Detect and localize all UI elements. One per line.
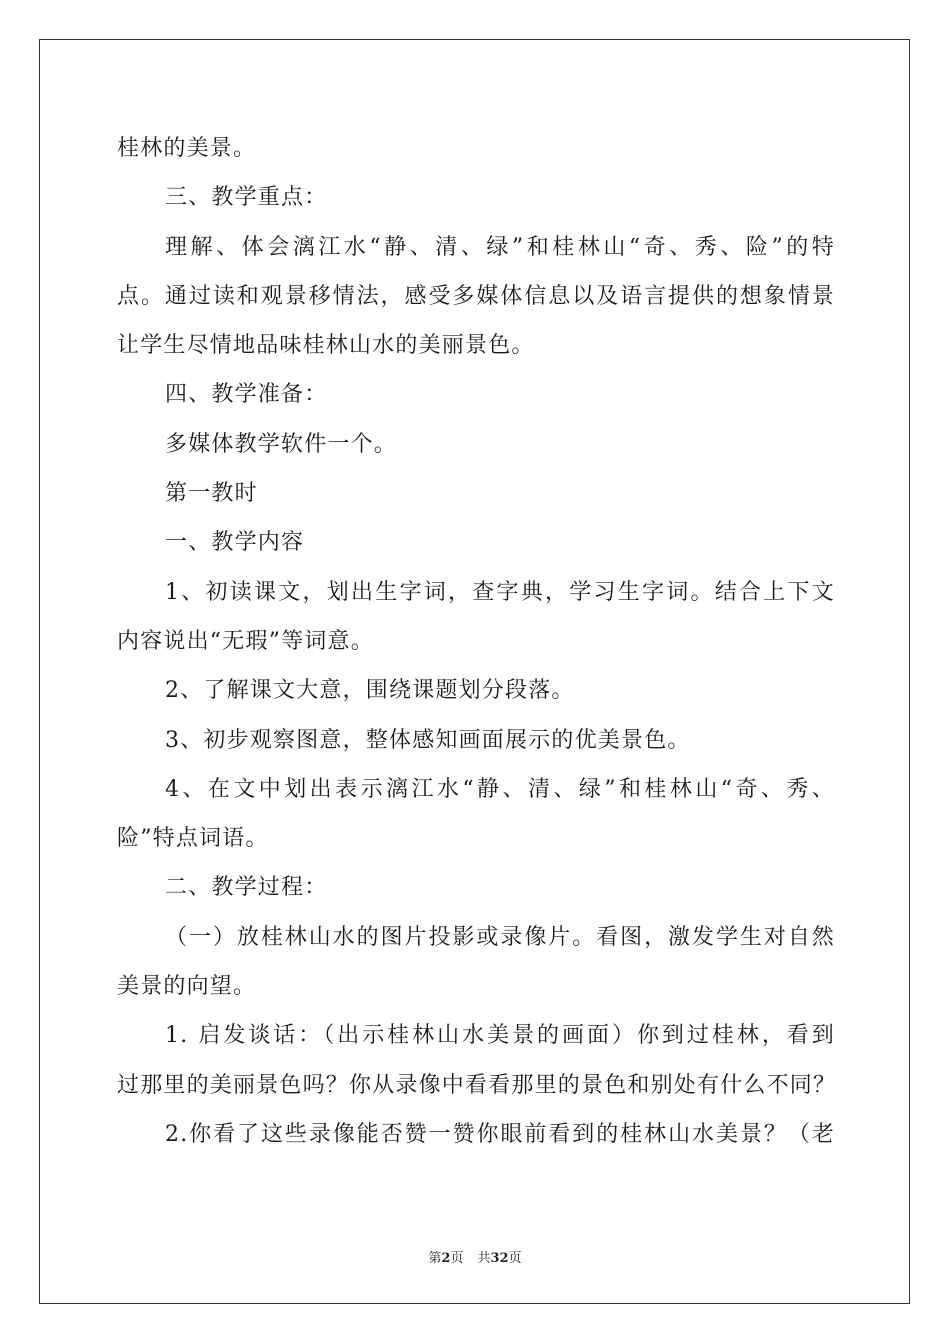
text-line: 内容说出“无瑕”等词意。 xyxy=(117,628,374,654)
section-heading: 一、教学内容 xyxy=(165,530,305,556)
section-heading: 三、教学重点： xyxy=(165,185,328,211)
text-line: 点。通过读和观景移情法，感受多媒体信息以及语言提供的想象情景 xyxy=(117,283,835,309)
lesson-heading: 第一教时 xyxy=(165,481,258,507)
list-item: 1、初读课文，划出生字词，查字典，学习生字词。结合上下文 xyxy=(165,579,835,605)
list-item: 4、在文中划出表示漓江水“静、清、绿”和桂林山“奇、秀、 xyxy=(165,776,835,802)
page-suffix: 页 xyxy=(450,1251,464,1266)
text-line: 险”特点词语。 xyxy=(117,826,269,852)
list-item: （一）放桂林山水的图片投影或录像片。看图，激发学生对自然 xyxy=(165,924,835,950)
list-item: 2.你看了这些录像能否赞一赞你眼前看到的桂林山水美景？（老 xyxy=(165,1121,835,1147)
page-number: 2 xyxy=(441,1251,451,1266)
text-line: 桂林的美景。 xyxy=(117,136,257,161)
total-pages: 32 xyxy=(490,1251,509,1266)
text-line: 美景的向望。 xyxy=(117,974,257,1000)
section-heading: 二、教学过程： xyxy=(165,875,328,901)
list-item: 2、了解课文大意，围绕课题划分段落。 xyxy=(165,678,575,704)
text-line: 多媒体教学软件一个。 xyxy=(165,431,398,457)
text-line: 让学生尽情地品味桂林山水的美丽景色。 xyxy=(117,333,535,359)
list-item: 3、初步观察图意，整体感知画面展示的优美景色。 xyxy=(165,727,691,753)
text-line: 过那里的美丽景色吗？你从录像中看看那里的景色和别处有什么不同？ xyxy=(117,1072,837,1098)
page-prefix: 第 xyxy=(428,1251,442,1266)
list-item: 1. 启发谈话：（出示桂林山水美景的画面）你到过桂林，看到 xyxy=(165,1023,835,1049)
section-heading: 四、教学准备： xyxy=(165,382,328,408)
total-prefix: 共 xyxy=(477,1251,491,1266)
page-footer xyxy=(0,1247,950,1266)
text-line: 理解、体会漓江水“静、清、绿”和桂林山“奇、秀、险”的特 xyxy=(165,234,835,260)
document-body xyxy=(117,124,835,1159)
total-suffix: 页 xyxy=(508,1251,522,1266)
